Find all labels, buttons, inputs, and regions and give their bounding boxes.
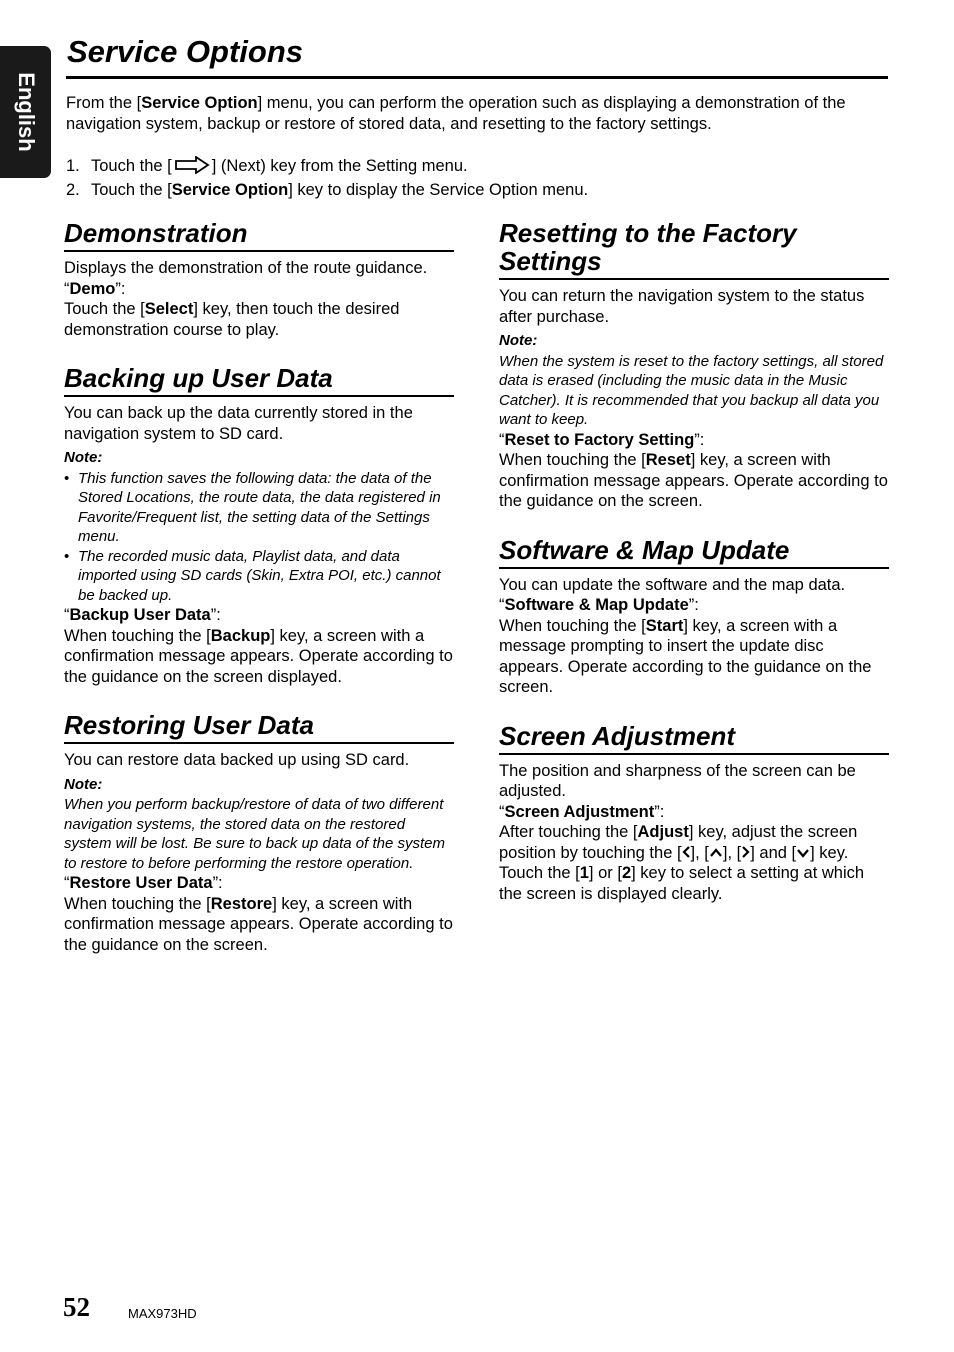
- step-1: 1. Touch the [ ] (Next) key from the Setting menu.: [66, 157, 468, 175]
- section-heading: Software & Map Update: [499, 536, 889, 569]
- right-column: [499, 219, 889, 904]
- down-arrow-icon: [796, 847, 810, 859]
- note-label: Note:: [64, 449, 103, 466]
- left-arrow-icon: [682, 845, 691, 859]
- section-heading: Screen Adjustment: [499, 722, 889, 755]
- right-arrow-icon: [741, 845, 750, 859]
- note-list: • This function saves the following data: the data of the Stored Locations, the route data, the data registered in Favorite/Frequent list, the setting data of the Settings menu. • The recorded music data, Playlist data, and data imported using SD cards (Skin, Extra POI, etc.) cannot be backed up.: [64, 469, 454, 606]
- language-tab: [0, 46, 51, 178]
- step-2: 2. Touch the [Service Option] key to display the Service Option menu.: [66, 181, 589, 199]
- model-number: MAX973HD: [128, 1306, 197, 1321]
- section-demonstration: Demonstration Displays the demonstration of the route guidance. “Demo”: Touch the [Select] key, then touch the desired demonstration course to play.: [64, 219, 454, 340]
- section-reset: Resetting to the Factory Settings You can return the navigation system to the status after purchase. Note: When the system is reset to the factory settings, all stored data is erased (including the music data in the Music Catcher). It is recommended that you backup all data you want to keep. “Reset to Factory Setting”: When touching the [Reset] key, a screen with confirmation message appears. Operate according to the guidance on the screen.: [499, 218, 888, 510]
- section-heading: Backing up User Data: [64, 364, 454, 397]
- section-backup: Backing up User Data You can back up the data currently stored in the navigation system to SD card. Note: • This function saves the following data: the data of the Stored Locations, the route data, the data registered in Favorite/Frequent list, the setting data of the Settings menu. • The recorded music data, Playlist data, and data imported using SD cards (Skin, Extra POI, etc.) cannot be backed up. “Backup User Data”: When touching the [Backup] key, a screen with a confirmation message appears. Operate according to the guidance on the screen displayed.: [64, 364, 454, 687]
- section-heading: Resetting to the Factory Settings: [499, 219, 889, 280]
- up-arrow-icon: [709, 847, 723, 859]
- left-column: [64, 219, 454, 955]
- section-heading: Demonstration: [64, 219, 454, 252]
- next-arrow-icon: [174, 156, 210, 174]
- note-label: Note:: [499, 332, 538, 349]
- page-title: Service Options: [67, 34, 304, 69]
- title-rule: [66, 76, 888, 79]
- intro-paragraph: From the [Service Option] menu, you can perform the operation such as displaying a demonstration of the navigation system, backup or restore of stored data, and resetting to the factory settings.: [66, 94, 846, 133]
- section-update: Software & Map Update You can update the software and the map data. “Software & Map Update”: When touching the [Start] key, a screen with a message prompting to insert the update disc appears. Operate according to the guidance on the screen.: [499, 536, 889, 698]
- page-number: 52: [63, 1292, 90, 1322]
- language-label: English: [13, 72, 39, 152]
- steps-list: [66, 154, 896, 202]
- note-label: Note:: [64, 775, 103, 793]
- section-heading: Restoring User Data: [64, 711, 454, 744]
- section-screen-adjustment: Screen Adjustment The position and sharpness of the screen can be adjusted. “Screen Adjustment”: After touching the [Adjust] key, adjust the screen position by touching the [ ], [ ], [ ] and [ ] key. Touch the [1] or [2] key to select a setting at which the screen is displayed clearly.: [499, 722, 889, 905]
- section-restore: Restoring User Data You can restore data backed up using SD card. Note: When you perform backup/restore of data of two different navigation systems, the stored data on the restored system will be lost. Be sure to back up data of the system to restore to before performing the restore operation. “Restore User Data”: When touching the [Restore] key, a screen with confirmation message appears. Operate according to the guidance on the screen.: [64, 710, 453, 954]
